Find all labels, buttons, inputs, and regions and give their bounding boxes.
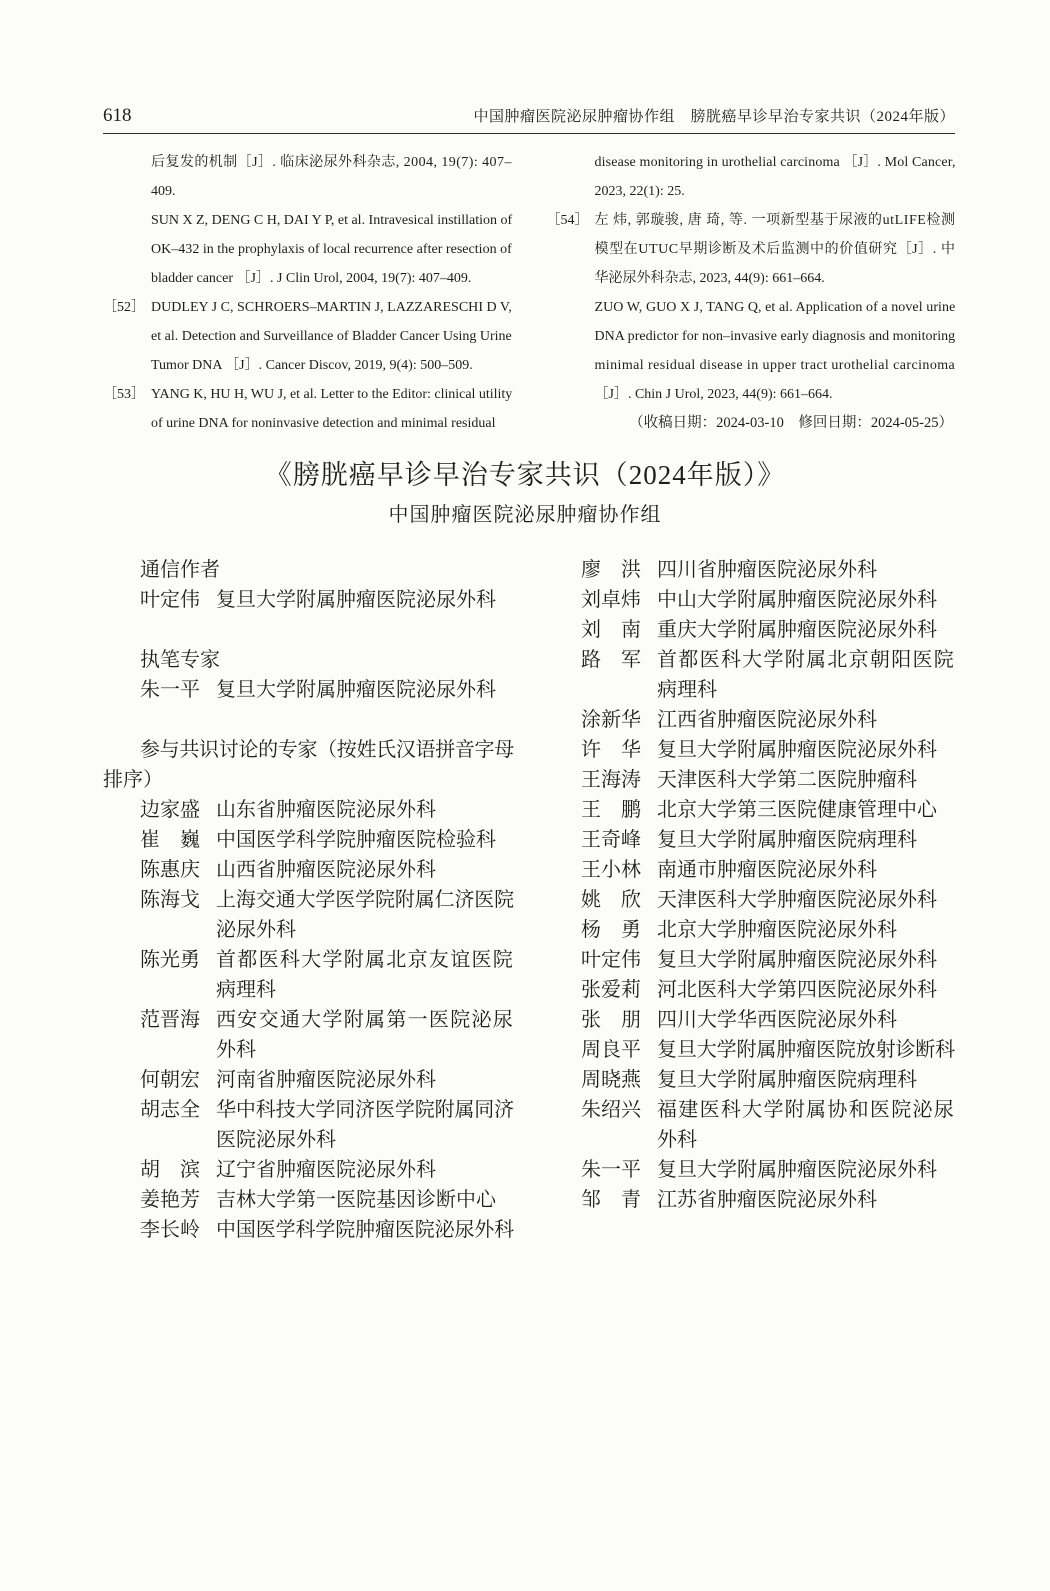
reference-line-text: SUN X Z, DENG C H, DAI Y P, et al. Intravesical instillation of [151, 213, 513, 228]
reference-line-text: Tumor DNA ［J］. Cancer Discov, 2019, 9(4): 500–509. [151, 358, 473, 373]
contributor-affiliation [657, 555, 955, 585]
reference-line-text: 华泌尿外科杂志, 2023, 44(9): 661–664. [594, 271, 825, 286]
affiliation-line-text: 首都医科大学附属北京友谊医院 [216, 949, 515, 971]
reference-number: ［54］ [546, 213, 589, 228]
contributor-affiliation [657, 645, 955, 705]
affiliation-line [657, 795, 955, 825]
contributor-row [581, 645, 955, 705]
reference-line [151, 264, 512, 293]
reference-entry [103, 293, 512, 380]
contributor-row [581, 1095, 955, 1155]
affiliation-line [657, 645, 955, 675]
contributor-note-line [103, 735, 514, 765]
contributor-row [140, 1005, 514, 1065]
contributor-affiliation [657, 945, 955, 975]
contributor-row [581, 1155, 955, 1185]
affiliation-line-text: 西安交通大学附属第一医院泌尿 [216, 1009, 515, 1031]
references-column-left [103, 148, 512, 438]
affiliation-line [216, 675, 514, 705]
affiliation-line [657, 765, 955, 795]
affiliation-line-text: 南通市肿瘤医院泌尿外科 [657, 859, 877, 881]
contributor-row [581, 555, 955, 585]
affiliation-line [657, 885, 955, 915]
affiliation-line-text: 复旦大学附属肿瘤医院放射诊断科 [657, 1039, 956, 1061]
affiliation-line [216, 1065, 514, 1095]
contributor-name: 涂新华 [581, 709, 641, 731]
reference-number: ［53］ [103, 387, 145, 402]
contributor-row [581, 1035, 955, 1065]
affiliation-line [216, 1185, 514, 1215]
affiliation-line [657, 585, 955, 615]
contributors-column-right [544, 555, 955, 1245]
reference-line-text: 后复发的机制［J］. 临床泌尿外科杂志, 2004, 19(7): 407– [151, 155, 512, 170]
reference-number: ［52］ [103, 300, 145, 315]
affiliation-line [216, 975, 514, 1005]
reference-line-text: bladder cancer ［J］. J Clin Urol, 2004, 19(7): 407–409. [151, 271, 472, 286]
reference-entry [103, 148, 512, 206]
journal-page [0, 106, 1050, 1591]
affiliation-line-text: 复旦大学附属肿瘤医院泌尿外科 [657, 739, 937, 761]
contributor-name: 张 朋 [581, 1009, 641, 1031]
contributor-row [581, 585, 955, 615]
contributor-name: 朱绍兴 [581, 1099, 641, 1121]
contributor-name: 许 华 [581, 739, 641, 761]
affiliation-line-text: 四川省肿瘤医院泌尿外科 [657, 559, 877, 581]
contributor-role-heading: 执笔专家 [140, 649, 220, 671]
article-title: 《膀胱癌早诊早治专家共识（2024年版）》 [264, 460, 786, 490]
affiliation-line [657, 1065, 955, 1095]
contributor-name: 廖 洪 [581, 559, 641, 581]
contributor-affiliation [216, 675, 514, 705]
affiliation-line [216, 1215, 514, 1245]
contributor-row [581, 765, 955, 795]
contributor-name: 叶定伟 [581, 949, 641, 971]
reference-line [151, 235, 512, 264]
affiliation-line-text: 福建医科大学附属协和医院泌尿 [657, 1099, 956, 1121]
reference-line-text: 模型在UTUC早期诊断及术后监测中的价值研究［J］. 中 [594, 242, 956, 257]
affiliation-line [657, 735, 955, 765]
contributor-row [140, 1215, 514, 1245]
affiliation-line-text: 复旦大学附属肿瘤医院泌尿外科 [216, 679, 496, 701]
contributor-name: 刘 南 [581, 619, 641, 641]
reference-line-text: YANG K, HU H, WU J, et al. Letter to the Editor: clinical utility [151, 387, 513, 402]
contributor-affiliation [657, 615, 955, 645]
contributor-name: 陈惠庆 [140, 859, 200, 881]
contributor-affiliation [657, 765, 955, 795]
reference-entry [103, 380, 512, 438]
reference-line [151, 293, 512, 322]
affiliation-line-text: 外科 [657, 1129, 697, 1151]
reference-entry [547, 206, 956, 293]
contributor-row [581, 825, 955, 855]
contributor-affiliation [657, 585, 955, 615]
reference-line [595, 148, 956, 177]
reference-entry [103, 206, 512, 293]
affiliation-line-text: 华中科技大学同济医学院附属同济 [216, 1099, 515, 1121]
contributor-affiliation [657, 915, 955, 945]
affiliation-line [216, 885, 514, 915]
contributor-affiliation [657, 825, 955, 855]
contributor-affiliation [216, 1095, 514, 1155]
contributor-name: 胡 滨 [140, 1159, 200, 1181]
contributor-name: 叶定伟 [140, 589, 200, 611]
reference-entry [547, 148, 956, 206]
contributor-row [581, 705, 955, 735]
affiliation-line-text: 江西省肿瘤医院泌尿外科 [657, 709, 877, 731]
contributor-affiliation [657, 1185, 955, 1215]
reference-line-text: 左 炜, 郭璇骏, 唐 琦, 等. 一项新型基于尿液的utLIFE检测 [594, 213, 956, 228]
running-head-title: 中国肿瘤医院泌尿肿瘤协作组 膀胱癌早诊早治专家共识（2024年版） [473, 109, 955, 125]
affiliation-line [657, 1005, 955, 1035]
contributor-affiliation [216, 1065, 514, 1095]
affiliation-line-text: 天津医科大学肿瘤医院泌尿外科 [657, 889, 937, 911]
affiliation-line-text: 天津医科大学第二医院肿瘤科 [657, 769, 917, 791]
contributor-name: 杨 勇 [581, 919, 641, 941]
contributor-row [140, 945, 514, 1005]
contributor-affiliation [216, 1185, 514, 1215]
references-section [103, 148, 955, 438]
reference-line-text: minimal residual disease in upper tract urothelial carcinoma [594, 358, 956, 373]
contributor-affiliation [216, 825, 514, 855]
affiliation-line [657, 705, 955, 735]
affiliation-line-text: 江苏省肿瘤医院泌尿外科 [657, 1189, 877, 1211]
spacer-row [140, 705, 514, 735]
affiliation-line-text: 病理科 [216, 979, 276, 1001]
affiliation-line-text: 重庆大学附属肿瘤医院泌尿外科 [657, 619, 937, 641]
contributor-affiliation [216, 885, 514, 945]
affiliation-line-text: 病理科 [657, 679, 717, 701]
affiliation-line-text: 泌尿外科 [216, 919, 296, 941]
affiliation-line [216, 855, 514, 885]
contributor-affiliation [657, 1095, 955, 1155]
contributor-row [140, 795, 514, 825]
page-number: 618 [103, 105, 132, 126]
affiliation-line-text: 山东省肿瘤医院泌尿外科 [216, 799, 436, 821]
contributor-name: 李长岭 [140, 1219, 200, 1241]
contributor-row [140, 1155, 514, 1185]
reference-line-text: DUDLEY J C, SCHROERS–MARTIN J, LAZZARESCHI D V, [151, 300, 512, 315]
contributor-name: 边家盛 [140, 799, 200, 821]
reference-line-text: DNA predictor for non–invasive early diagnosis and monitoring [594, 329, 956, 344]
contributor-name: 路 军 [581, 649, 641, 671]
reference-line-text: 409. [151, 184, 176, 199]
affiliation-line [657, 975, 955, 1005]
contributor-name: 王 鹏 [581, 799, 641, 821]
contributor-affiliation [657, 795, 955, 825]
affiliation-line [657, 915, 955, 945]
contributor-affiliation [216, 1215, 514, 1245]
affiliation-line-text: 山西省肿瘤医院泌尿外科 [216, 859, 436, 881]
references-column-right [547, 148, 956, 438]
affiliation-line-text: 首都医科大学附属北京朝阳医院 [657, 649, 956, 671]
contributor-name: 王小林 [581, 859, 641, 881]
reference-line-text: OK–432 in the prophylaxis of local recurrence after resection of [151, 242, 512, 257]
affiliation-line [657, 1035, 955, 1065]
reference-line [595, 351, 956, 380]
reference-line-text: et al. Detection and Surveillance of Bladder Cancer Using Urine [151, 329, 512, 344]
affiliation-line [216, 945, 514, 975]
affiliation-line [657, 1095, 955, 1125]
affiliation-line-text: 河北医科大学第四医院泌尿外科 [657, 979, 937, 1001]
article-group-author: 中国肿瘤医院泌尿肿瘤协作组 [388, 504, 662, 526]
contributor-affiliation [657, 735, 955, 765]
contributor-row [581, 885, 955, 915]
contributor-name: 王奇峰 [581, 829, 641, 851]
contributor-row [140, 1185, 514, 1215]
reference-line-text: ［J］. Chin J Urol, 2023, 44(9): 661–664. [594, 387, 833, 402]
contributor-affiliation [657, 705, 955, 735]
reference-line [151, 380, 512, 409]
contributor-name: 何朝宏 [140, 1069, 200, 1091]
contributor-note-line-text: 参与共识讨论的专家（按姓氏汉语拼音字母 [140, 739, 514, 761]
affiliation-line-text: 四川大学华西医院泌尿外科 [657, 1009, 897, 1031]
affiliation-line [216, 825, 514, 855]
contributor-affiliation [216, 795, 514, 825]
affiliation-line [216, 585, 514, 615]
contributor-row [140, 1065, 514, 1095]
contributor-affiliation [216, 1155, 514, 1185]
contributor-row [581, 915, 955, 945]
affiliation-line-text: 北京大学第三医院健康管理中心 [657, 799, 937, 821]
affiliation-line [216, 1005, 514, 1035]
contributor-row [581, 615, 955, 645]
contributor-name: 周晓燕 [581, 1069, 641, 1091]
contributor-row [581, 735, 955, 765]
contributor-affiliation [657, 975, 955, 1005]
contributor-name: 姚 欣 [581, 889, 641, 911]
contributor-affiliation [216, 855, 514, 885]
contributor-name: 王海涛 [581, 769, 641, 791]
reference-line [595, 293, 956, 322]
affiliation-line [216, 1095, 514, 1125]
contributor-affiliation [216, 585, 514, 615]
contributor-note-line-text: 排序） [103, 769, 163, 791]
contributor-row [140, 885, 514, 945]
affiliation-line [216, 915, 514, 945]
contributor-role-heading: 通信作者 [140, 559, 220, 581]
affiliation-line [216, 1155, 514, 1185]
affiliation-line-text: 中国医学科学院肿瘤医院检验科 [216, 829, 496, 851]
affiliation-line-text: 辽宁省肿瘤医院泌尿外科 [216, 1159, 436, 1181]
contributor-name: 朱一平 [140, 679, 200, 701]
contributors-column-left [103, 555, 514, 1245]
contributor-affiliation [657, 855, 955, 885]
contributor-note [103, 735, 514, 795]
contributor-name: 范晋海 [140, 1009, 200, 1031]
reference-line [151, 177, 512, 206]
affiliation-line [657, 825, 955, 855]
affiliation-line-text: 复旦大学附属肿瘤医院病理科 [657, 1069, 917, 1091]
affiliation-line-text: 医院泌尿外科 [216, 1129, 336, 1151]
affiliation-line-text: 中国医学科学院肿瘤医院泌尿外科 [216, 1219, 515, 1241]
contributor-row [581, 855, 955, 885]
contributor-row [581, 945, 955, 975]
reference-line [595, 380, 956, 409]
reference-line [595, 235, 956, 264]
reference-line [595, 264, 956, 293]
affiliation-line-text: 复旦大学附属肿瘤医院泌尿外科 [657, 949, 937, 971]
affiliation-line [657, 855, 955, 885]
contributor-name: 张爱莉 [581, 979, 641, 1001]
running-head [103, 106, 955, 134]
contributor-row [581, 1185, 955, 1215]
contributor-row [140, 855, 514, 885]
reference-line [151, 351, 512, 380]
contributor-name: 朱一平 [581, 1159, 641, 1181]
contributor-row [140, 825, 514, 855]
reference-line [151, 322, 512, 351]
contributor-affiliation [216, 945, 514, 1005]
affiliation-line [657, 615, 955, 645]
affiliation-line [216, 795, 514, 825]
reference-line-text: 2023, 22(1): 25. [594, 184, 685, 199]
affiliation-line [657, 555, 955, 585]
contributor-affiliation [657, 1005, 955, 1035]
reference-line-text: ZUO W, GUO X J, TANG Q, et al. Application of a novel urine [594, 300, 956, 315]
reference-line [151, 409, 512, 438]
contributor-affiliation [657, 1155, 955, 1185]
contributor-name: 陈光勇 [140, 949, 200, 971]
reference-line [151, 148, 512, 177]
contributor-name: 刘卓炜 [581, 589, 641, 611]
contributor-name: 胡志全 [140, 1099, 200, 1121]
contributor-name: 姜艳芳 [140, 1189, 200, 1211]
affiliation-line-text: 中山大学附属肿瘤医院泌尿外科 [657, 589, 937, 611]
reference-line [151, 206, 512, 235]
contributor-row [140, 585, 514, 615]
affiliation-line [657, 1125, 955, 1155]
reference-entry [547, 293, 956, 409]
affiliation-line-text: 吉林大学第一医院基因诊断中心 [216, 1189, 496, 1211]
contributor-name: 陈海戈 [140, 889, 200, 911]
reference-line-text: disease monitoring in urothelial carcinoma ［J］. Mol Cancer, [594, 155, 956, 170]
received-revised-dates: （收稿日期：2024-03-10 修回日期：2024-05-25） [629, 415, 953, 431]
affiliation-line [657, 1185, 955, 1215]
reference-line [595, 206, 956, 235]
contributor-name: 邹 青 [581, 1189, 641, 1211]
affiliation-line-text: 复旦大学附属肿瘤医院泌尿外科 [216, 589, 496, 611]
affiliation-line-text: 外科 [216, 1039, 256, 1061]
contributor-name: 周良平 [581, 1039, 641, 1061]
contributors-section [103, 555, 955, 1245]
contributor-row [581, 1065, 955, 1095]
contributor-name: 崔 巍 [140, 829, 200, 851]
contributor-row [140, 1095, 514, 1155]
affiliation-line [216, 1125, 514, 1155]
contributor-affiliation [216, 1005, 514, 1065]
affiliation-line-text: 复旦大学附属肿瘤医院泌尿外科 [657, 1159, 937, 1181]
affiliation-line-text: 复旦大学附属肿瘤医院病理科 [657, 829, 917, 851]
affiliation-line-text: 上海交通大学医学院附属仁济医院 [216, 889, 515, 911]
spacer-row [140, 615, 514, 645]
affiliation-line [216, 1035, 514, 1065]
contributor-affiliation [657, 885, 955, 915]
contributor-row [581, 1005, 955, 1035]
affiliation-line [657, 675, 955, 705]
contributor-affiliation [657, 1065, 955, 1095]
reference-line [595, 322, 956, 351]
reference-line [595, 177, 956, 206]
contributor-row [581, 795, 955, 825]
contributor-affiliation [657, 1035, 955, 1065]
reference-line-text: of urine DNA for noninvasive detection and minimal residual [151, 416, 496, 431]
affiliation-line [657, 945, 955, 975]
contributor-row [140, 675, 514, 705]
contributor-note-line [103, 765, 514, 795]
contributor-row [581, 975, 955, 1005]
affiliation-line-text: 北京大学肿瘤医院泌尿外科 [657, 919, 897, 941]
affiliation-line-text: 河南省肿瘤医院泌尿外科 [216, 1069, 436, 1091]
affiliation-line [657, 1155, 955, 1185]
